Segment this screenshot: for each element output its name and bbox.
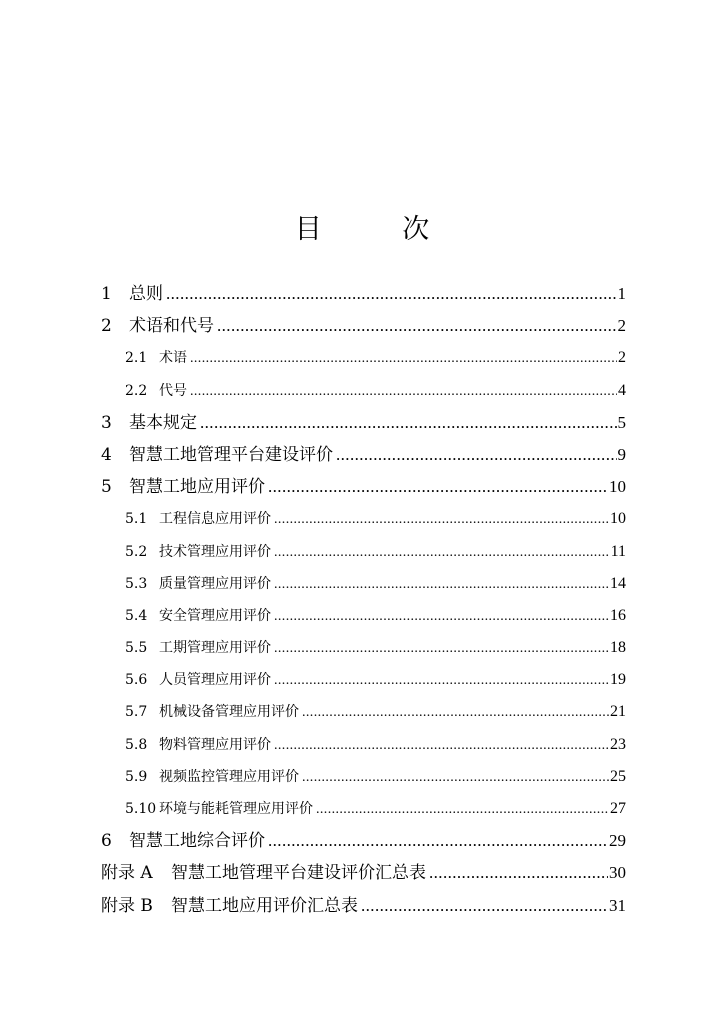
- toc-entry-title: 视频监控管理应用评价: [159, 768, 299, 785]
- toc-entry-title: 智慧工地应用评价汇总表: [171, 895, 358, 916]
- toc-entry-title: 智慧工地综合评价: [129, 831, 265, 852]
- toc-subentry[interactable]: [101, 568, 626, 600]
- toc-entry-title: 环境与能耗管理应用评价: [159, 801, 313, 817]
- toc-entry-page: 31: [609, 895, 626, 915]
- toc-leader-dots: [429, 857, 608, 889]
- toc-entry-page: 2: [618, 349, 626, 367]
- toc-entry-number: 附录 A: [101, 863, 153, 884]
- toc-leader-dots: [217, 310, 617, 342]
- toc-entry-number: 6: [101, 831, 112, 852]
- toc-entry[interactable]: [101, 439, 626, 471]
- toc-entry-page: 21: [610, 703, 626, 721]
- toc-leader-dots: [274, 569, 609, 601]
- toc-entry-number: 5.4: [125, 607, 148, 624]
- toc-leader-dots: [190, 343, 617, 375]
- toc-entry-page: 2: [617, 316, 626, 336]
- toc-entry[interactable]: [101, 471, 626, 503]
- toc-leader-dots: [268, 471, 608, 503]
- toc-subentry[interactable]: [101, 375, 626, 407]
- toc-entry-title: 物料管理应用评价: [159, 736, 271, 753]
- toc-leader-dots: [274, 601, 609, 633]
- toc-entry-number: 2.1: [125, 350, 148, 367]
- toc-leader-dots: [274, 665, 609, 697]
- toc-entry-title: 术语和代号: [129, 316, 214, 337]
- toc-leader-dots: [274, 504, 609, 536]
- toc-entry[interactable]: [101, 407, 626, 439]
- toc-entry-title: 智慧工地应用评价: [129, 477, 265, 498]
- toc-entry-number: 5.3: [125, 575, 148, 592]
- toc-entry-number: 2: [101, 316, 112, 337]
- toc-subentry[interactable]: [101, 761, 626, 793]
- toc-entry-page: 14: [610, 574, 626, 592]
- toc-entry-page: 9: [617, 444, 626, 464]
- toc-entry-title: 人员管理应用评价: [159, 672, 271, 689]
- toc-entry-title: 智慧工地管理平台建设评价: [129, 444, 333, 465]
- toc-subentry[interactable]: [101, 600, 626, 632]
- toc-entry-page: 23: [610, 735, 626, 753]
- toc-entry-number: 1: [101, 284, 112, 304]
- toc-entry-number: 5.9: [125, 768, 148, 785]
- toc-entry-page: 19: [610, 671, 626, 689]
- toc-entry-number: 5.1: [125, 511, 148, 528]
- toc-subentry[interactable]: [101, 342, 626, 374]
- table-of-contents: [101, 278, 626, 922]
- toc-entry-number: 5.6: [125, 672, 148, 689]
- toc-leader-dots: [302, 697, 609, 729]
- toc-entry-title: 基本规定: [129, 412, 197, 433]
- toc-entry-title: 代号: [159, 382, 187, 399]
- toc-entry-page: 4: [618, 381, 626, 399]
- toc-entry[interactable]: [101, 825, 626, 857]
- toc-subentry[interactable]: [101, 632, 626, 664]
- toc-leader-dots: [274, 537, 610, 569]
- toc-leader-dots: [302, 762, 609, 794]
- toc-entry-number: 5.5: [125, 640, 148, 657]
- toc-entry-page: 29: [609, 831, 626, 851]
- toc-entry-title: 机械设备管理应用评价: [159, 704, 299, 721]
- toc-entry-page: 18: [610, 639, 626, 657]
- toc-entry-title: 术语: [159, 350, 187, 367]
- toc-leader-dots: [361, 890, 608, 922]
- toc-entry-number: 5.10: [125, 801, 157, 817]
- toc-entry-number: 4: [101, 444, 112, 465]
- toc-entry-page: 25: [610, 767, 626, 785]
- toc-entry-page: 27: [610, 800, 626, 817]
- toc-leader-dots: [336, 439, 617, 471]
- toc-subentry[interactable]: [101, 536, 626, 568]
- toc-leader-dots: [268, 825, 608, 857]
- toc-entry-page: 11: [610, 542, 626, 560]
- toc-entry-page: 30: [609, 863, 626, 883]
- toc-entry-title: 工程信息应用评价: [159, 511, 271, 528]
- toc-entry-page: 10: [610, 510, 626, 528]
- toc-entry-number: 5.8: [125, 736, 148, 753]
- toc-entry-title: 工期管理应用评价: [159, 640, 271, 657]
- toc-entry-number: 5.2: [125, 543, 148, 560]
- toc-leader-dots: [274, 633, 609, 665]
- toc-entry-page: 5: [617, 412, 626, 432]
- toc-entry-title: 技术管理应用评价: [159, 543, 271, 560]
- toc-entry-number: 5: [101, 477, 112, 498]
- toc-subentry[interactable]: [101, 729, 626, 761]
- toc-subentry[interactable]: [101, 696, 626, 728]
- page-title: 目 次: [294, 214, 466, 245]
- toc-leader-dots: [190, 376, 617, 408]
- toc-appendix-entry[interactable]: [101, 890, 626, 922]
- toc-entry-title: 总则: [129, 284, 163, 304]
- toc-entry[interactable]: [101, 310, 626, 342]
- toc-entry[interactable]: [101, 278, 626, 310]
- toc-subentry[interactable]: [101, 664, 626, 696]
- toc-entry-page: 1: [617, 284, 626, 303]
- toc-leader-dots: [200, 407, 617, 439]
- toc-leader-dots: [274, 730, 609, 762]
- toc-leader-dots: [316, 794, 609, 826]
- toc-entry-title: 质量管理应用评价: [159, 575, 271, 592]
- toc-subentry[interactable]: [101, 503, 626, 535]
- toc-entry-number: 附录 B: [101, 895, 153, 916]
- toc-subentry[interactable]: [101, 793, 626, 825]
- toc-entry-title: 安全管理应用评价: [159, 607, 271, 624]
- toc-entry-number: 5.7: [125, 704, 148, 721]
- toc-appendix-entry[interactable]: [101, 857, 626, 889]
- toc-entry-number: 2.2: [125, 382, 148, 399]
- toc-entry-title: 智慧工地管理平台建设评价汇总表: [171, 863, 426, 884]
- toc-entry-page: 10: [609, 477, 626, 497]
- toc-entry-number: 3: [101, 412, 112, 433]
- toc-entry-page: 16: [610, 606, 626, 624]
- toc-leader-dots: [166, 278, 617, 310]
